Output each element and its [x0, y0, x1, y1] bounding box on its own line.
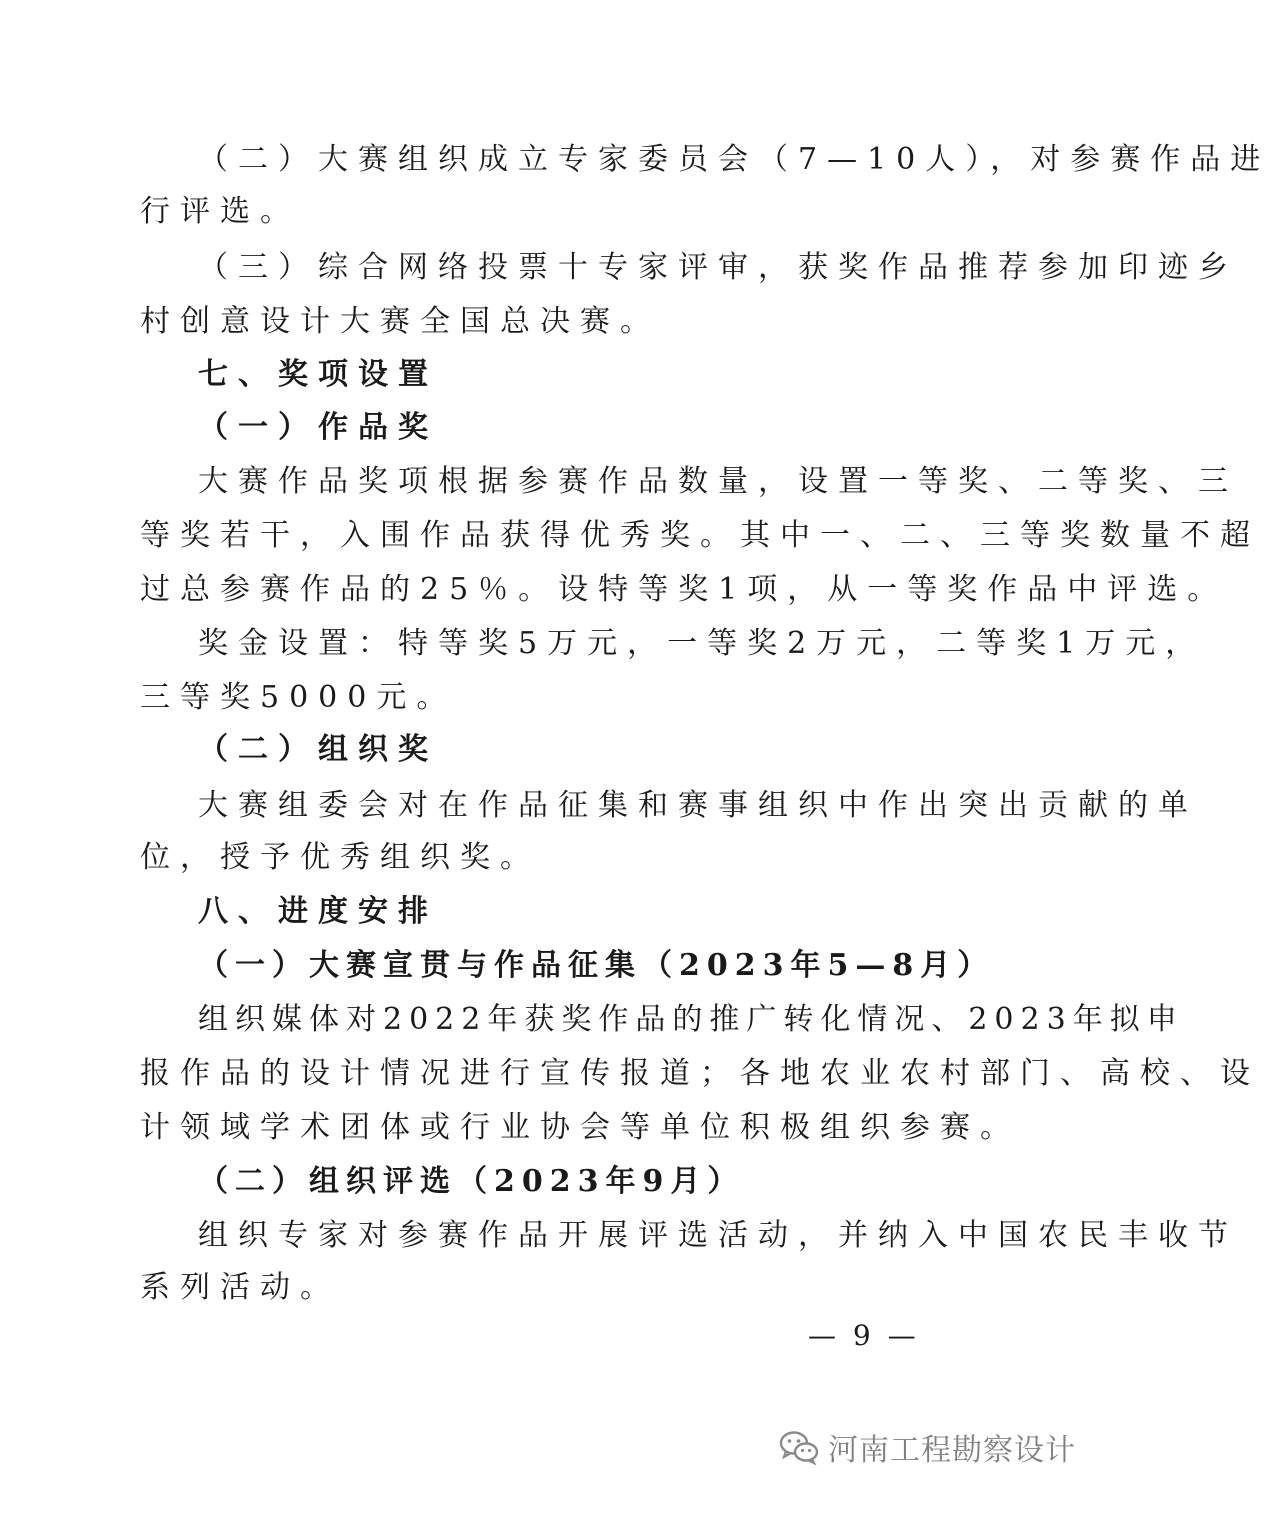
body-line-11: 三等奖5000元。 [140, 680, 457, 715]
subheading-organization-award: （二）组织奖 [198, 732, 438, 767]
body-line-4: 村创意设计大赛全国总决赛。 [140, 304, 660, 339]
watermark [778, 1425, 1076, 1469]
body-line-10: 奖金设置：特等奖5万元，一等奖2万元，二等奖1万元， [198, 626, 1206, 661]
body-line-9: 过总参赛作品的25％。设特等奖1项，从一等奖作品中评选。 [140, 572, 1228, 607]
body-line-14: 位，授予优秀组织奖。 [140, 840, 540, 875]
watermark-text: 河南工程勘察设计 [828, 1433, 1076, 1468]
body-line-3: （三）综合网络投票十专家评审，获奖作品推荐参加印迹乡 [198, 250, 1238, 285]
subheading-promotion: （一）大赛宣贯与作品征集（2023年5—8月） [198, 948, 995, 983]
body-line-13: 大赛组委会对在作品征集和赛事组织中作出突出贡献的单 [198, 788, 1198, 823]
body-line-19: 计领域学术团体或行业协会等单位积极组织参赛。 [140, 1110, 1020, 1145]
body-line-8: 等奖若干，入围作品获得优秀奖。其中一、二、三等奖数量不超 [140, 518, 1260, 553]
body-line-21: 组织专家对参赛作品开展评选活动，并纳入中国农民丰收节 [198, 1218, 1238, 1253]
body-line-7: 大赛作品奖项根据参赛作品数量，设置一等奖、二等奖、三 [198, 464, 1238, 499]
body-line-17: 组织媒体对2022年获奖作品的推广转化情况、2023年拟申 [198, 1002, 1184, 1037]
body-line-1: （二）大赛组织成立专家委员会（7—10人），对参赛作品进 [198, 142, 1270, 177]
section-heading-awards: 七、奖项设置 [198, 357, 438, 392]
wechat-icon [778, 1429, 820, 1465]
page-number: — 9 — [808, 1319, 920, 1352]
body-line-18: 报作品的设计情况进行宣传报道；各地农业农村部门、高校、设 [140, 1056, 1260, 1091]
subheading-evaluation: （二）组织评选（2023年9月） [198, 1164, 745, 1199]
subheading-work-award: （一）作品奖 [198, 410, 438, 445]
section-heading-schedule: 八、进度安排 [198, 894, 438, 929]
body-line-2: 行评选。 [140, 194, 300, 229]
body-line-22: 系列活动。 [140, 1270, 340, 1305]
